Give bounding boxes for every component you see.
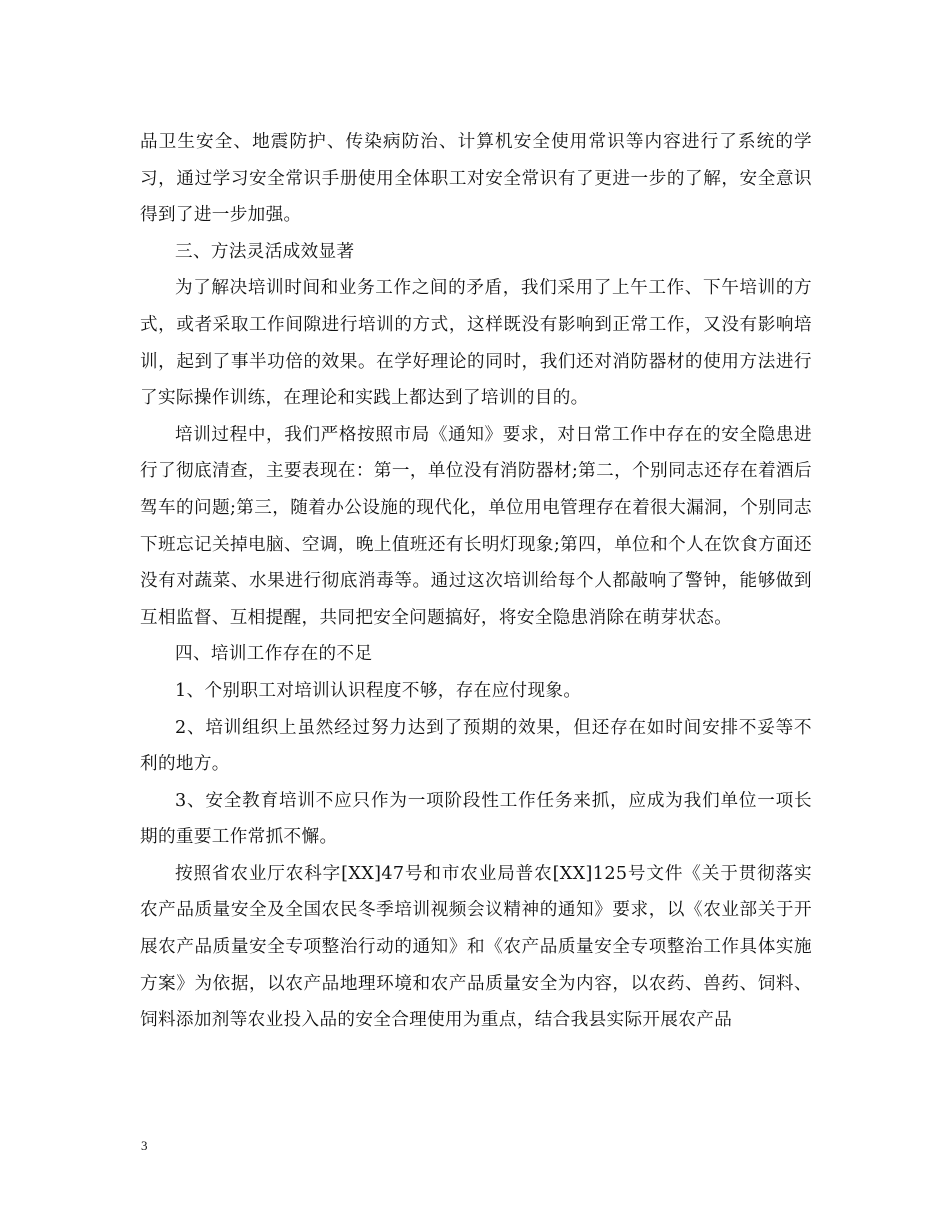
paragraph-4: 按照省农业厅农科字[XX]47号和市农业局普农[XX]125号文件《关于贯彻落实农产品质量安全及全国农民冬季培训视频会议精神的通知》要求，以《农业部关于开展农产品质量安全专项整治行动的通知》和《农产品质量安全专项整治工作具体实施方案》为依据，以农产品地理环境和农产品质量安全为内容，以农药、兽药、饲料、饲料添加剂等农业投入品的安全合理使用为重点，结合我县实际开展农产品 <box>140 863 812 1031</box>
list-item-2: 2、培训组织上虽然经过努力达到了预期的效果，但还存在如时间安排不妥等不利的地方。 <box>140 717 812 775</box>
paragraph-1: 品卫生安全、地震防护、传染病防治、计算机安全使用常识等内容进行了系统的学习，通过学习安全常识手册使用全体职工对安全常识有了更进一步的了解，安全意识得到了进一步加强。 <box>140 132 812 226</box>
page-number: 3 <box>141 1138 148 1153</box>
paragraph-2: 为了解决培训时间和业务工作之间的矛盾，我们采用了上午工作、下午培训的方式，或者采取工作间隙进行培训的方式，这样既没有影响到正常工作，又没有影响培训，起到了事半功倍的效果。在学好理论的同时，我们还对消防器材的使用方法进行了实际操作训练，在理论和实践上都达到了培训的目的。 <box>140 278 812 409</box>
list-item-3: 3、安全教育培训不应只作为一项阶段性工作任务来抓，应成为我们单位一项长期的重要工作常抓不懈。 <box>140 790 812 848</box>
list-item-1: 1、个别职工对培训认识程度不够，存在应付现象。 <box>175 680 582 701</box>
document-body <box>140 124 812 1039</box>
section-heading-4: 四、培训工作存在的不足 <box>175 644 373 665</box>
section-heading-3: 三、方法灵活成效显著 <box>175 241 355 262</box>
paragraph-3: 培训过程中，我们严格按照市局《通知》要求，对日常工作中存在的安全隐患进行了彻底清查，主要表现在：第一，单位没有消防器材;第二，个别同志还存在着酒后驾车的问题;第三，随着办公设施的现代化，单位用电管理存在着很大漏洞，个别同志下班忘记关掉电脑、空调，晚上值班还有长明灯现象;第四，单位和个人在饮食方面还没有对蔬菜、水果进行彻底消毒等。通过这次培训给每个人都敲响了警钟，能够做到互相监督、互相提醒，共同把安全问题搞好，将安全隐患消除在萌芽状态。 <box>140 424 812 628</box>
